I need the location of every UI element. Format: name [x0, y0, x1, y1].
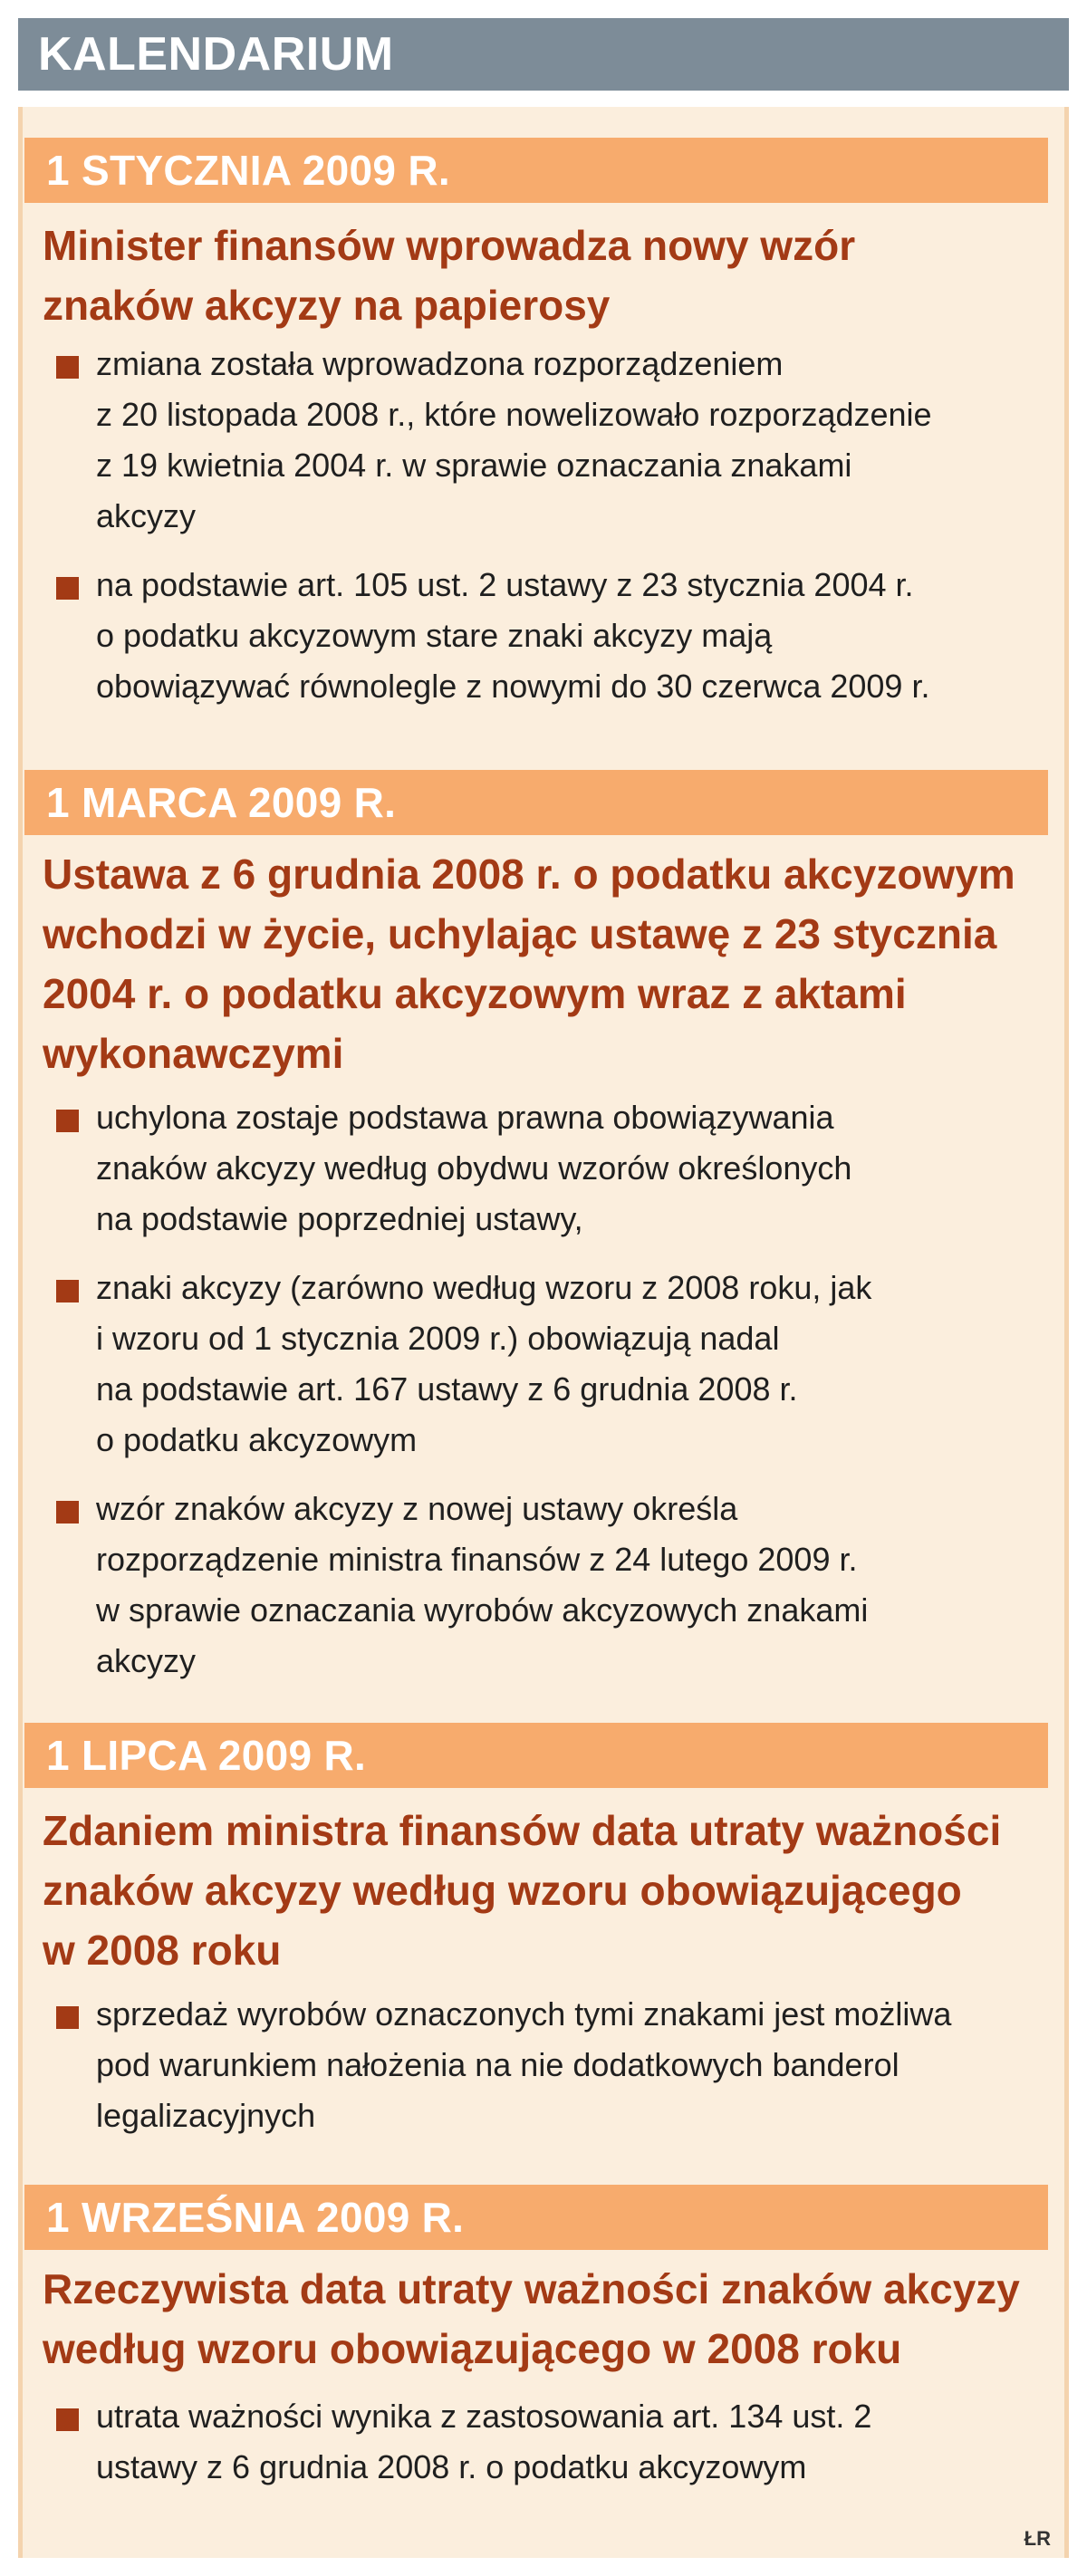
bullet-line: obowiązywać równolegle z nowymi do 30 czerwca 2009 r.: [96, 668, 930, 705]
headline-line: Rzeczywista data utraty ważności znaków akcyzy: [43, 2265, 1020, 2312]
date-bar-section-1: [24, 138, 1048, 203]
section-1-bullets: [56, 339, 1044, 730]
bullet-item: [56, 560, 1044, 712]
section-4-date: 1 WRZEŚNIA 2009 R.: [46, 2194, 465, 2241]
bullet-line: znaków akcyzy według obydwu wzorów określonych: [96, 1149, 852, 1187]
section-3-bullets: [56, 1989, 1044, 2159]
bullet-line: na podstawie art. 105 ust. 2 ustawy z 23 stycznia 2004 r.: [96, 566, 914, 603]
square-bullet-icon: [56, 577, 79, 600]
header-bar: [18, 18, 1069, 91]
bullet-line: z 19 kwietnia 2004 r. w sprawie oznaczania znakami: [96, 447, 852, 484]
square-bullet-icon: [56, 1110, 79, 1132]
bullet-line: w sprawie oznaczania wyrobów akcyzowych znakami: [96, 1591, 869, 1629]
square-bullet-icon: [56, 1280, 79, 1302]
page-title: KALENDARIUM: [38, 28, 394, 81]
headline-line: Ustawa z 6 grudnia 2008 r. o podatku akcyzowym: [43, 851, 1015, 898]
headline-line: znaków akcyzy według wzoru obowiązującego: [43, 1867, 962, 1914]
headline-line: Zdaniem ministra finansów data utraty ważności: [43, 1807, 1002, 1854]
headline-line: w 2008 roku: [43, 1927, 282, 1974]
bullet-line: znaki akcyzy (zarówno według wzoru z 2008 roku, jak: [96, 1269, 872, 1306]
headline-line: 2004 r. o podatku akcyzowym wraz z aktami: [43, 970, 907, 1017]
section-3-headline: [43, 1801, 1039, 1980]
bullet-line: pod warunkiem nałożenia na nie dodatkowych banderol: [96, 2046, 899, 2083]
bullet-line: o podatku akcyzowym stare znaki akcyzy mają: [96, 617, 773, 654]
section-3-date: 1 LIPCA 2009 R.: [46, 1732, 367, 1779]
author-credit: ŁR: [1024, 2527, 1051, 2550]
section-1-date: 1 STYCZNIA 2009 R.: [46, 147, 450, 194]
square-bullet-icon: [56, 2408, 79, 2431]
headline-line: według wzoru obowiązującego w 2008 roku: [43, 2325, 902, 2372]
bullet-line: akcyzy: [96, 1642, 197, 1679]
bullet-line: legalizacyjnych: [96, 2097, 316, 2134]
bullet-item: [56, 1092, 1044, 1245]
bullet-line: uchylona zostaje podstawa prawna obowiązywania: [96, 1099, 834, 1136]
headline-line: znaków akcyzy na papierosy: [43, 282, 611, 329]
section-4-bullets: [56, 2391, 1044, 2511]
square-bullet-icon: [56, 356, 79, 379]
section-2-date: 1 MARCA 2009 R.: [46, 779, 397, 826]
bullet-line: wzór znaków akcyzy z nowej ustawy określa: [96, 1490, 738, 1527]
headline-line: wykonawczymi: [43, 1030, 344, 1077]
bullet-item: [56, 1484, 1044, 1687]
bullet-line: ustawy z 6 grudnia 2008 r. o podatku akcyzowym: [96, 2448, 807, 2485]
bullet-item: [56, 1989, 1044, 2141]
headline-line: wchodzi w życie, uchylając ustawę z 23 stycznia: [43, 910, 997, 957]
bullet-line: i wzoru od 1 stycznia 2009 r.) obowiązują nadal: [96, 1320, 780, 1357]
section-1-headline: [43, 216, 1039, 335]
bullet-line: akcyzy: [96, 497, 197, 534]
section-2-bullets: [56, 1092, 1044, 1705]
date-bar-section-3: [24, 1723, 1048, 1788]
square-bullet-icon: [56, 2006, 79, 2029]
bullet-item: [56, 339, 1044, 542]
bullet-line: zmiana została wprowadzona rozporządzeniem: [96, 345, 784, 382]
bullet-line: rozporządzenie ministra finansów z 24 lutego 2009 r.: [96, 1541, 858, 1578]
bullet-line: o podatku akcyzowym: [96, 1421, 418, 1458]
bullet-line: sprzedaż wyrobów oznaczonych tymi znakami jest możliwa: [96, 1995, 952, 2033]
date-bar-section-4: [24, 2185, 1048, 2250]
headline-line: Minister finansów wprowadza nowy wzór: [43, 222, 856, 269]
section-2-headline: [43, 844, 1039, 1083]
bullet-line: utrata ważności wynika z zastosowania art. 134 ust. 2: [96, 2398, 872, 2435]
square-bullet-icon: [56, 1501, 79, 1523]
bullet-item: [56, 1263, 1044, 1466]
bullet-item: [56, 2391, 1044, 2493]
bullet-line: na podstawie art. 167 ustawy z 6 grudnia 2008 r.: [96, 1370, 798, 1408]
section-4-headline: [43, 2259, 1039, 2379]
bullet-line: z 20 listopada 2008 r., które nowelizowało rozporządzenie: [96, 396, 932, 433]
date-bar-section-2: [24, 770, 1048, 835]
bullet-line: na podstawie poprzedniej ustawy,: [96, 1200, 583, 1237]
